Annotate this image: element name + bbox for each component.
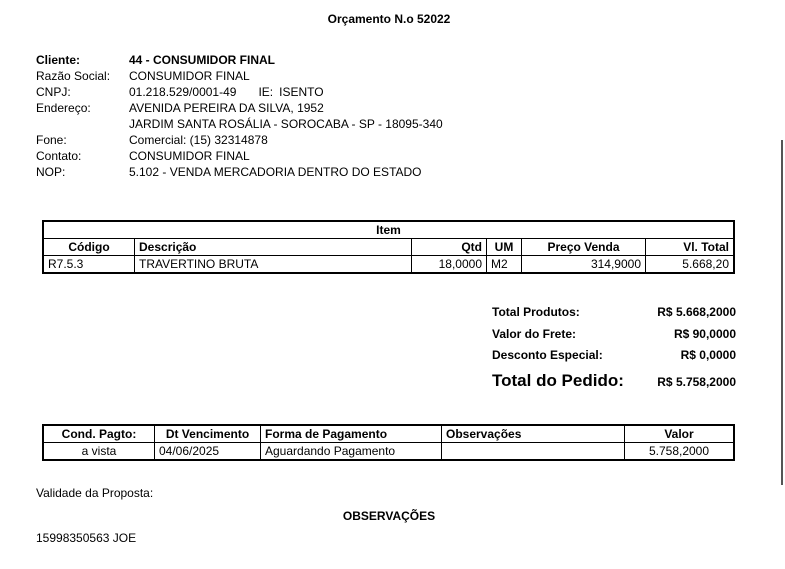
- frete-value: R$ 90,0000: [673, 327, 736, 341]
- fone-value: Comercial: (15) 32314878: [129, 133, 268, 147]
- desconto-row: [492, 348, 736, 362]
- total-produtos-label: Total Produtos:: [492, 305, 580, 319]
- cliente-row: [36, 52, 443, 68]
- scrollbar-thumb[interactable]: [781, 140, 783, 485]
- fone-row: [36, 132, 443, 148]
- items-table: [42, 220, 735, 274]
- ie-value: ISENTO: [279, 85, 324, 99]
- cell-codigo: R7.5.3: [43, 256, 135, 274]
- header-observacoes: Observações: [442, 425, 625, 443]
- cell-cond-pagto: a vista: [43, 443, 155, 461]
- razao-value: CONSUMIDOR FINAL: [129, 69, 250, 83]
- contato-row: [36, 148, 443, 164]
- items-header-row: [43, 239, 734, 256]
- cnpj-value: 01.218.529/0001-49: [129, 85, 237, 99]
- endereco-line2: JARDIM SANTA ROSÁLIA - SOROCABA - SP - 18095-340: [129, 117, 443, 131]
- endereco-row: [36, 100, 443, 116]
- contato-label: Contato:: [36, 149, 82, 163]
- scrollbar-track[interactable]: [778, 0, 785, 569]
- cnpj-label: CNPJ:: [36, 85, 71, 99]
- cell-preco: 314,9000: [522, 256, 646, 274]
- endereco-row-2: [36, 116, 443, 132]
- frete-row: [492, 327, 736, 341]
- table-row: [43, 443, 734, 461]
- items-caption: Item: [43, 221, 734, 239]
- total-pedido-row: [492, 371, 736, 391]
- cnpj-row: [36, 84, 443, 100]
- cell-qtd: 18,0000: [412, 256, 487, 274]
- table-row: [43, 256, 734, 274]
- ie-label: IE:: [258, 85, 274, 99]
- cell-forma-pagamento: Aguardando Pagamento: [261, 443, 442, 461]
- items-caption-row: [43, 221, 734, 239]
- customer-info: [36, 52, 443, 180]
- header-qtd: Qtd: [412, 239, 487, 256]
- endereco-label: Endereço:: [36, 101, 91, 115]
- page-title: Orçamento N.o 52022: [327, 12, 451, 26]
- header-preco: Preço Venda: [522, 239, 646, 256]
- header-total: Vl. Total: [646, 239, 735, 256]
- razao-row: [36, 68, 443, 84]
- nop-value: 5.102 - VENDA MERCADORIA DENTRO DO ESTADO: [129, 165, 422, 179]
- desconto-label: Desconto Especial:: [492, 348, 603, 362]
- observacoes-text: 15998350563 JOE: [36, 531, 137, 545]
- header-cond-pagto: Cond. Pagto:: [43, 425, 155, 443]
- desconto-value: R$ 0,0000: [680, 348, 736, 362]
- payment-table: [42, 424, 735, 461]
- spacer: [36, 116, 129, 132]
- cell-total: 5.668,20: [646, 256, 735, 274]
- observacoes-title: OBSERVAÇÕES: [342, 509, 436, 523]
- header-um: UM: [487, 239, 522, 256]
- cliente-label: Cliente:: [36, 53, 81, 67]
- fone-label: Fone:: [36, 133, 67, 147]
- cell-descricao: TRAVERTINO BRUTA: [135, 256, 412, 274]
- header-forma-pagamento: Forma de Pagamento: [261, 425, 442, 443]
- header-valor: Valor: [625, 425, 735, 443]
- total-pedido-label: Total do Pedido:: [492, 371, 624, 390]
- total-pedido-value: R$ 5.758,2000: [657, 375, 736, 389]
- razao-label: Razão Social:: [36, 69, 111, 83]
- total-produtos-value: R$ 5.668,2000: [657, 305, 736, 319]
- cell-um: M2: [487, 256, 522, 274]
- cell-valor: 5.758,2000: [625, 443, 735, 461]
- frete-label: Valor do Frete:: [492, 327, 577, 341]
- nop-row: [36, 164, 443, 180]
- contato-value: CONSUMIDOR FINAL: [129, 149, 250, 163]
- cell-observacoes: [442, 443, 625, 461]
- nop-label: NOP:: [36, 165, 66, 179]
- payment-header-row: [43, 425, 734, 443]
- validade-label: Validade da Proposta:: [36, 486, 154, 500]
- header-descricao: Descrição: [135, 239, 412, 256]
- header-dt-vencimento: Dt Vencimento: [155, 425, 261, 443]
- cell-dt-vencimento: 04/06/2025: [155, 443, 261, 461]
- cliente-value: 44 - CONSUMIDOR FINAL: [129, 53, 276, 67]
- endereco-line1: AVENIDA PEREIRA DA SILVA, 1952: [129, 101, 324, 115]
- header-codigo: Código: [43, 239, 135, 256]
- total-produtos-row: [492, 305, 736, 319]
